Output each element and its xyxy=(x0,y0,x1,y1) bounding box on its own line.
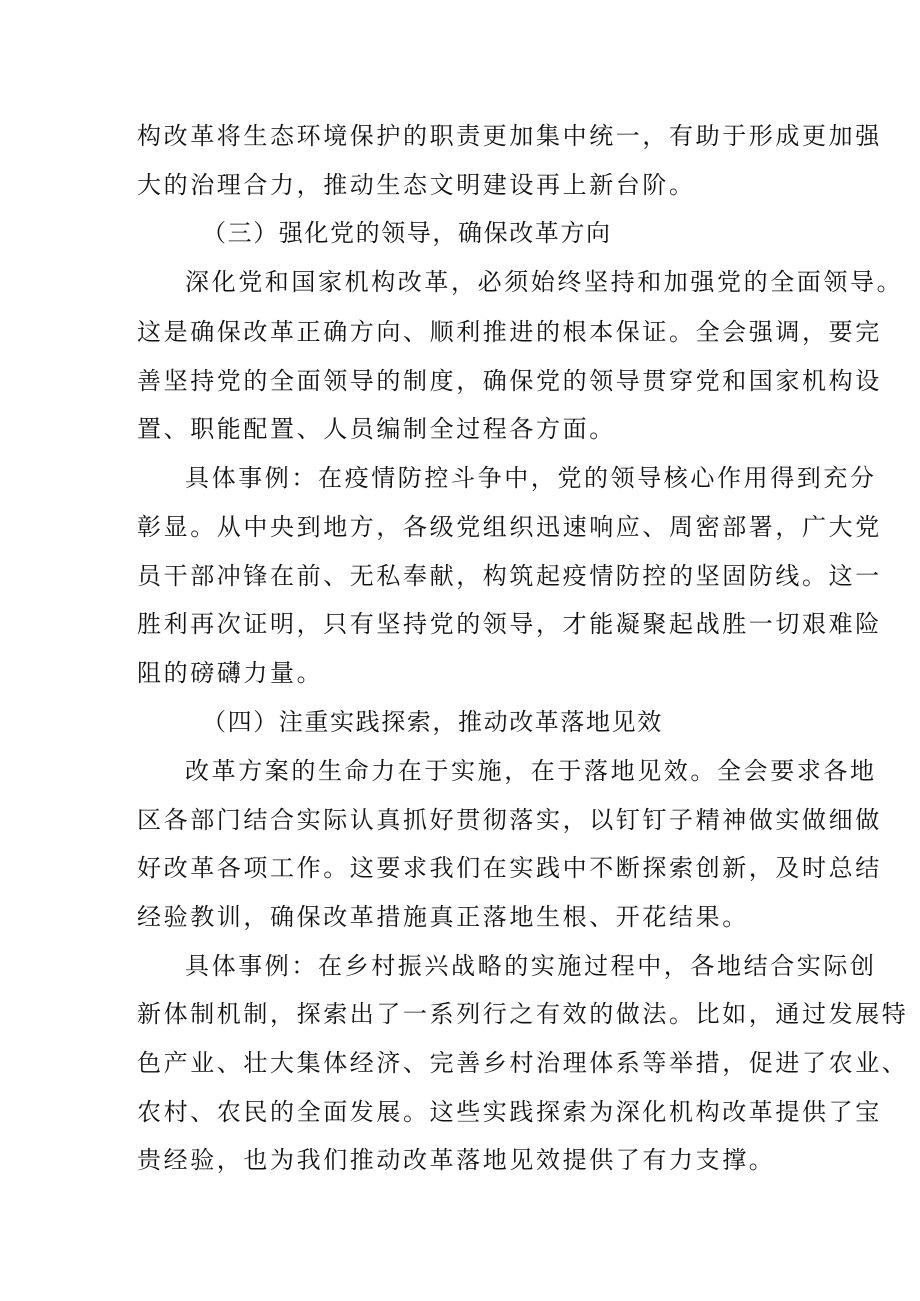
paragraph-line: 置、职能配置、人员编制全过程各方面。 xyxy=(137,415,616,443)
section-heading-3: （三）强化党的领导，确保改革方向 xyxy=(202,219,612,247)
paragraph-line: 阻的磅礴力量。 xyxy=(137,659,324,687)
section-heading-4: （四）注重实践探索，推动改革落地见效 xyxy=(202,708,663,736)
paragraph-line: 深化党和国家机构改革，必须始终坚持和加强党的全面领导。 xyxy=(185,268,904,296)
paragraph-line: 善坚持党的全面领导的制度，确保党的领导贯穿党和国家机构设 xyxy=(137,367,882,395)
paragraph-line: 改革方案的生命力在于实施，在于落地见效。全会要求各地 xyxy=(185,757,877,785)
paragraph-line: 新体制机制，探索出了一系列行之有效的做法。比如，通过发展特 xyxy=(137,1000,909,1028)
paragraph-line: 经验教训，确保改革措施真正落地生根、开花结果。 xyxy=(137,903,749,931)
paragraph-line: 员干部冲锋在前、无私奉献，构筑起疫情防控的坚固防线。这一 xyxy=(137,562,882,590)
paragraph-line: 贵经验，也为我们推动改革落地见效提供了有力支撑。 xyxy=(137,1146,776,1174)
paragraph-line: 具体事例：在疫情防控斗争中，党的领导核心作用得到充分 xyxy=(185,464,877,492)
paragraph-line: 具体事例：在乡村振兴战略的实施过程中，各地结合实际创 xyxy=(185,952,877,980)
paragraph-line: 构改革将生态环境保护的职责更加集中统一，有助于形成更加强 xyxy=(137,122,882,150)
paragraph-line: 色产业、壮大集体经济、完善乡村治理体系等举措，促进了农业、 xyxy=(137,1049,909,1077)
paragraph-line: 区各部门结合实际认真抓好贯彻落实，以钉钉子精神做实做细做 xyxy=(137,806,882,834)
paragraph-line: 胜利再次证明，只有坚持党的领导，才能凝聚起战胜一切艰难险 xyxy=(137,610,882,638)
paragraph-line: 好改革各项工作。这要求我们在实践中不断探索创新，及时总结 xyxy=(137,854,882,882)
paragraph-line: 这是确保改革正确方向、顺利推进的根本保证。全会强调，要完 xyxy=(137,318,882,346)
paragraph-line: 彰显。从中央到地方，各级党组织迅速响应、周密部署，广大党 xyxy=(137,513,882,541)
paragraph-line: 农村、农民的全面发展。这些实践探索为深化机构改革提供了宝 xyxy=(137,1098,882,1126)
paragraph-line: 大的治理合力，推动生态文明建设再上新台阶。 xyxy=(137,171,696,199)
